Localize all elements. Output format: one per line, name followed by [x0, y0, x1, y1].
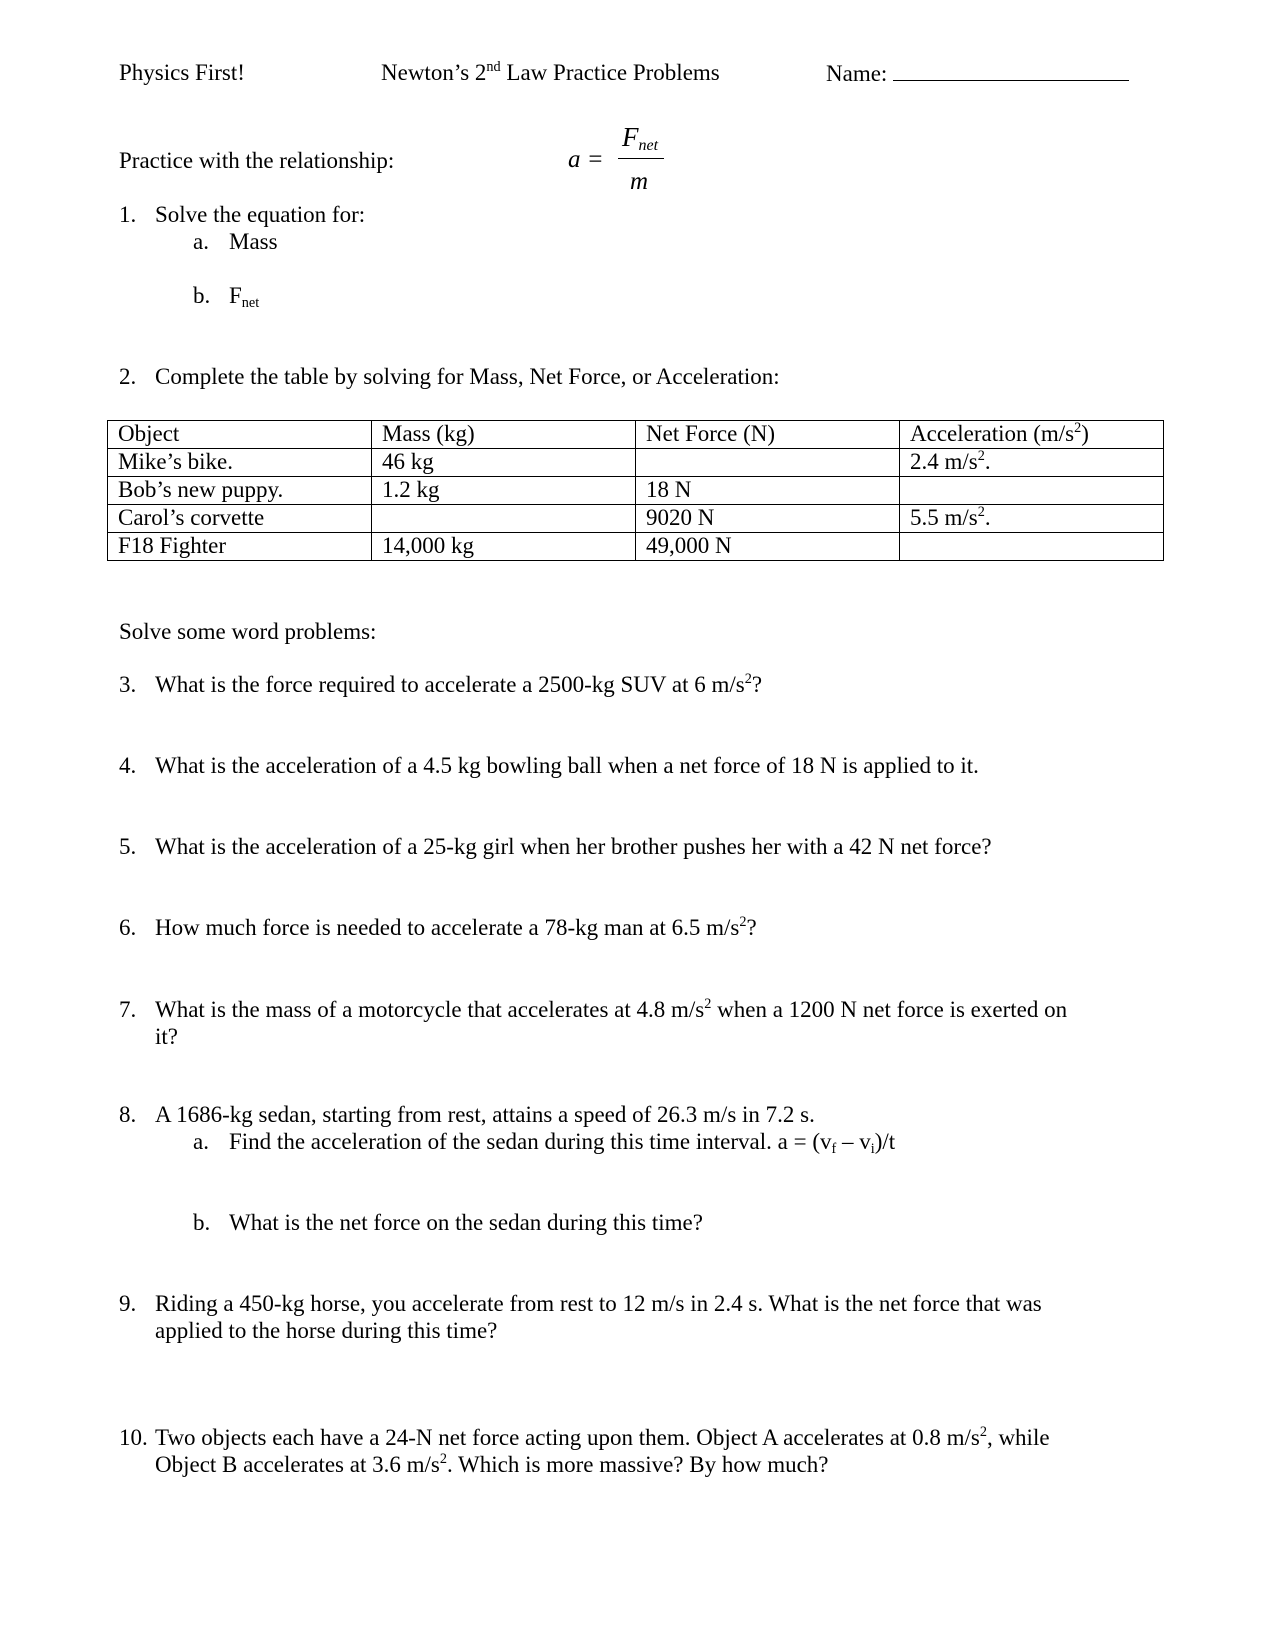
question-10-number: 10. — [119, 1425, 148, 1450]
cell-force: 18 N — [636, 477, 900, 505]
cell-object: Mike’s bike. — [108, 449, 372, 477]
question-8a-letter: a. — [193, 1129, 209, 1154]
worksheet-title-sup: nd — [486, 59, 501, 76]
question-2-number: 2. — [119, 364, 137, 389]
question-10-line2-post: . Which is more massive? By how much? — [446, 1452, 829, 1477]
cell-accel-post: . — [984, 505, 991, 530]
cell-acceleration — [900, 449, 1164, 477]
question-9-text: Riding a 450-kg horse, you accelerate from rest to 12 m/s in 2.4 s. What is the net force that was — [155, 1291, 1042, 1316]
header-acceleration — [900, 421, 1164, 449]
question-6 — [119, 915, 757, 941]
cell-mass[interactable] — [372, 505, 636, 533]
formula-num-sub: net — [638, 137, 659, 154]
cell-object: Carol’s corvette — [108, 505, 372, 533]
question-4-number: 4. — [119, 753, 137, 778]
table-header-row — [108, 421, 1164, 449]
table-row — [108, 449, 1164, 477]
formula-den-text: m — [630, 168, 649, 195]
header-force: Net Force (N) — [636, 421, 900, 449]
question-3-sup: 2 — [744, 671, 752, 688]
question-6-sup: 2 — [739, 914, 747, 931]
question-2 — [119, 364, 780, 390]
question-10-sup: 2 — [979, 1424, 987, 1441]
question-8b-letter: b. — [193, 1210, 211, 1235]
header-accel-post: ) — [1081, 421, 1089, 446]
question-10-text: Two objects each have a 24-N net force acting upon them. Object A accelerates at 0.8 m/s — [155, 1425, 980, 1450]
question-8a-sub-i: i — [870, 1141, 875, 1158]
question-5-text: What is the acceleration of a 25-kg girl when her brother pushes her with a 42 N net force? — [155, 834, 992, 859]
question-8a-sub-f: f — [831, 1141, 837, 1158]
question-8a-post: )/t — [874, 1129, 896, 1154]
question-3 — [119, 672, 762, 698]
question-3-post: ? — [751, 672, 763, 697]
question-8a — [193, 1129, 896, 1158]
question-5-number: 5. — [119, 834, 137, 859]
formula-lhs — [568, 146, 604, 175]
table-row — [108, 505, 1164, 533]
question-8b-text: What is the net force on the sedan during this time? — [229, 1210, 703, 1235]
question-7-number: 7. — [119, 997, 137, 1022]
question-4 — [119, 753, 979, 779]
question-7-sup: 2 — [704, 996, 712, 1013]
cell-mass: 14,000 kg — [372, 533, 636, 561]
course-title: Physics First! — [119, 60, 245, 85]
worksheet-title-pre: Newton’s 2 — [381, 60, 487, 85]
question-3-number: 3. — [119, 672, 137, 697]
question-1 — [119, 202, 365, 228]
question-7-text: What is the mass of a motorcycle that accelerates at 4.8 m/s — [155, 997, 705, 1022]
question-4-text: What is the acceleration of a 4.5 kg bowling ball when a net force of 18 N is applied to it. — [155, 753, 979, 778]
word-problems-heading: Solve some word problems: — [119, 619, 377, 644]
question-6-number: 6. — [119, 915, 137, 940]
formula-denominator — [630, 168, 648, 197]
question-7 — [119, 997, 1067, 1023]
question-1-text: Solve the equation for: — [155, 202, 366, 227]
cell-force[interactable] — [636, 449, 900, 477]
question-9-line2: applied to the horse during this time? — [155, 1318, 498, 1343]
question-1a — [193, 229, 278, 255]
question-3-text: What is the force required to accelerate a 2500-kg SUV at 6 m/s — [155, 672, 745, 697]
question-1b-text: F — [229, 283, 242, 308]
header-accel-sup: 2 — [1074, 420, 1082, 437]
cell-accel-text: 5.5 m/s — [910, 505, 978, 530]
fraction-bar — [618, 158, 664, 159]
question-1a-text: Mass — [229, 229, 278, 254]
question-1-number: 1. — [119, 202, 137, 227]
worksheet-title-post: Law Practice Problems — [500, 60, 720, 85]
question-8a-text: Find the acceleration of the sedan during this time interval. a = (v — [229, 1129, 832, 1154]
cell-force: 49,000 N — [636, 533, 900, 561]
question-8b — [193, 1210, 703, 1236]
data-table — [107, 420, 1164, 561]
question-8-number: 8. — [119, 1102, 137, 1127]
question-6-text: How much force is needed to accelerate a 78-kg man at 6.5 m/s — [155, 915, 740, 940]
cell-acceleration[interactable] — [900, 477, 1164, 505]
table-row — [108, 477, 1164, 505]
cell-acceleration[interactable] — [900, 533, 1164, 561]
name-label: Name: — [826, 61, 888, 86]
name-blank-line[interactable] — [893, 60, 1129, 81]
cell-accel-sup: 2 — [977, 504, 985, 521]
formula-lhs-text: a = — [568, 146, 604, 173]
formula-num-var: F — [622, 122, 639, 152]
cell-force: 9020 N — [636, 505, 900, 533]
question-8 — [119, 1102, 815, 1128]
cell-acceleration — [900, 505, 1164, 533]
question-8a-mid: – v — [836, 1129, 871, 1154]
cell-mass: 1.2 kg — [372, 477, 636, 505]
cell-object: Bob’s new puppy. — [108, 477, 372, 505]
cell-mass: 46 kg — [372, 449, 636, 477]
question-1b-letter: b. — [193, 283, 211, 308]
question-1b — [193, 283, 260, 312]
question-10 — [119, 1425, 1050, 1451]
cell-object: F18 Fighter — [108, 533, 372, 561]
header-accel-text: Acceleration (m/s — [910, 421, 1075, 446]
cell-accel-sup: 2 — [977, 448, 985, 465]
question-10-post: , while — [986, 1425, 1050, 1450]
question-1b-sub: net — [241, 295, 260, 312]
question-10-line2-text: Object B accelerates at 3.6 m/s — [155, 1452, 440, 1477]
worksheet-title — [381, 60, 720, 86]
header-object: Object — [108, 421, 372, 449]
table-row — [108, 533, 1164, 561]
question-9 — [119, 1291, 1042, 1317]
cell-accel-post: . — [984, 449, 991, 474]
question-1a-letter: a. — [193, 229, 209, 254]
question-7-line2: it? — [155, 1024, 178, 1049]
question-6-post: ? — [746, 915, 757, 940]
header-mass: Mass (kg) — [372, 421, 636, 449]
question-10-line2-sup: 2 — [439, 1451, 447, 1468]
question-9-number: 9. — [119, 1291, 137, 1316]
question-7-post: when a 1200 N net force is exerted on — [711, 997, 1068, 1022]
question-5 — [119, 834, 992, 860]
question-10-line2 — [155, 1452, 829, 1478]
question-2-text: Complete the table by solving for Mass, Net Force, or Acceleration: — [155, 364, 780, 389]
question-8-text: A 1686-kg sedan, starting from rest, attains a speed of 26.3 m/s in 7.2 s. — [155, 1102, 815, 1127]
formula-numerator — [622, 122, 658, 153]
cell-accel-text: 2.4 m/s — [910, 449, 978, 474]
relationship-label: Practice with the relationship: — [119, 148, 395, 173]
name-field[interactable] — [826, 60, 1129, 87]
